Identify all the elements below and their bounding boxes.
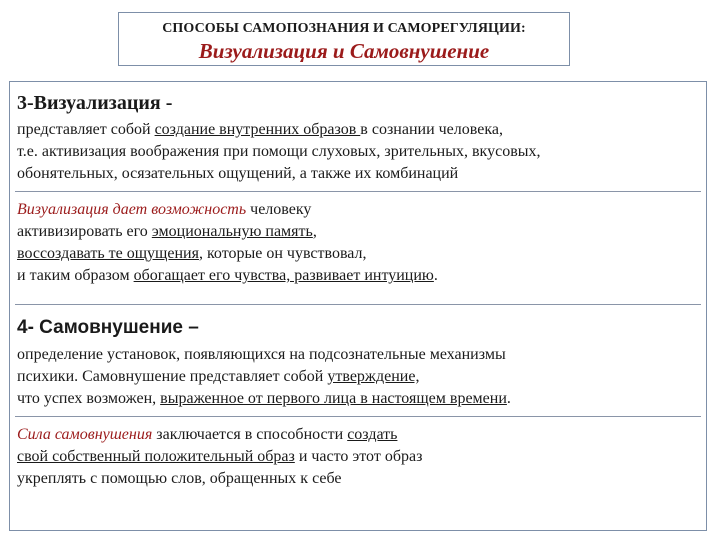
autosuggestion-heading bbox=[17, 316, 697, 340]
heading-dash: – bbox=[182, 317, 199, 338]
text-run: что успех возможен, bbox=[17, 390, 161, 407]
divider bbox=[15, 416, 701, 417]
underlined-phrase: эмоциональную память bbox=[151, 223, 313, 240]
autosuggestion-definition bbox=[17, 344, 697, 410]
text-run: , которые он чувствовал, bbox=[198, 245, 367, 262]
text-run: в сознании человека, bbox=[360, 121, 503, 138]
divider bbox=[15, 191, 701, 192]
text-line bbox=[17, 388, 697, 410]
page-subtitle: Визуализация и Самовнушение bbox=[198, 39, 490, 63]
text-run: . bbox=[433, 267, 438, 284]
text-line bbox=[17, 265, 697, 287]
heading-text: 4- Самовнушение bbox=[17, 317, 183, 338]
text-line bbox=[17, 221, 697, 243]
text-run: заключается в способности bbox=[152, 426, 348, 443]
underlined-phrase: выраженное от первого лица в настоящем времени bbox=[160, 390, 507, 407]
underlined-phrase: утверждение, bbox=[327, 368, 420, 385]
visualization-definition bbox=[17, 119, 697, 185]
visualization-opportunity bbox=[17, 199, 697, 287]
title-box bbox=[118, 12, 570, 66]
text-line: обонятельных, осязательных ощущений, а также их комбинаций bbox=[17, 165, 459, 182]
text-run: и часто этот образ bbox=[294, 448, 423, 465]
divider bbox=[15, 304, 701, 305]
underlined-phrase: воссоздавать те ощущения bbox=[17, 245, 199, 262]
text-line: укреплять с помощью слов, обращенных к себе bbox=[17, 470, 342, 487]
text-run: активизировать его bbox=[17, 223, 152, 240]
underlined-phrase: создать bbox=[347, 426, 398, 443]
text-run: представляет собой bbox=[17, 121, 155, 138]
text-line bbox=[17, 424, 697, 446]
underlined-phrase: обогащает его чувства, развивает интуицию bbox=[133, 267, 434, 284]
text-run: . bbox=[506, 390, 511, 407]
accent-phrase: Сила самовнушения bbox=[17, 426, 153, 443]
text-line bbox=[17, 243, 697, 265]
visualization-heading: 3-Визуализация - bbox=[17, 92, 173, 114]
text-line bbox=[17, 199, 697, 221]
text-run: , bbox=[312, 223, 317, 240]
text-line bbox=[17, 446, 697, 468]
underlined-phrase: создание внутренних образов bbox=[154, 121, 361, 138]
text-line bbox=[17, 119, 697, 141]
accent-phrase: Визуализация дает возможность bbox=[17, 201, 247, 218]
page-title: СПОСОБЫ САМОПОЗНАНИЯ И САМОРЕГУЛЯЦИИ: bbox=[162, 21, 526, 36]
text-line: т.е. активизация воображения при помощи слуховых, зрительных, вкусовых, bbox=[17, 143, 541, 160]
text-run: человеку bbox=[246, 201, 312, 218]
text-run: психики. Самовнушение представляет собой bbox=[17, 368, 328, 385]
text-run: и таким образом bbox=[17, 267, 134, 284]
autosuggestion-power bbox=[17, 424, 697, 490]
underlined-phrase: свой собственный положительный образ bbox=[17, 448, 295, 465]
text-line bbox=[17, 366, 697, 388]
content-box bbox=[9, 81, 707, 531]
text-line: определение установок, появляющихся на подсознательные механизмы bbox=[17, 346, 506, 363]
